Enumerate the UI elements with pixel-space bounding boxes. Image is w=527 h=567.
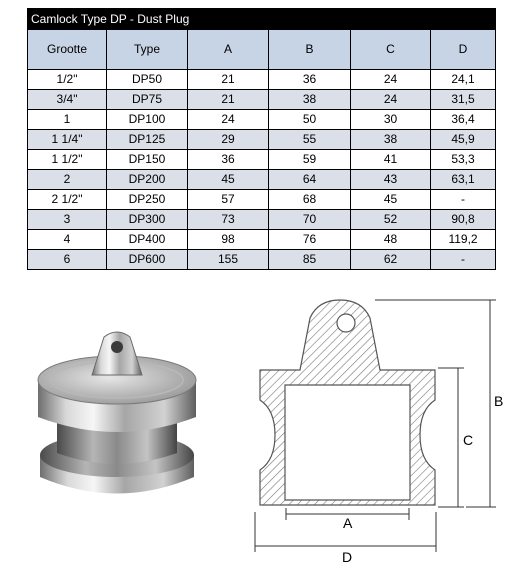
- table-row: [28, 170, 496, 190]
- table-cell: 24: [188, 110, 269, 130]
- table-cell: DP75: [107, 90, 188, 110]
- table-cell: DP150: [107, 150, 188, 170]
- table-cell: 70: [269, 210, 351, 230]
- table-row: [28, 210, 496, 230]
- table-cell: 73: [188, 210, 269, 230]
- table-cell: 31,5: [431, 90, 496, 110]
- drawing-lug-hole: [337, 314, 355, 332]
- column-header: Type: [107, 30, 188, 70]
- table-cell: 43: [351, 170, 431, 190]
- table-cell: DP50: [107, 70, 188, 90]
- table-cell: 2 1/2": [28, 190, 107, 210]
- table-cell: 1 1/4": [28, 130, 107, 150]
- table-cell: 64: [269, 170, 351, 190]
- dimension-label-b: B: [494, 393, 504, 409]
- table-cell: 2: [28, 170, 107, 190]
- table-cell: 68: [269, 190, 351, 210]
- table-cell: 50: [269, 110, 351, 130]
- table-cell: 45: [188, 170, 269, 190]
- table-cell: 76: [269, 230, 351, 250]
- table-row: [28, 190, 496, 210]
- table-cell: 1/2": [28, 70, 107, 90]
- table-cell: 63,1: [431, 170, 496, 190]
- table-cell: 36: [188, 150, 269, 170]
- drawing-body: [260, 300, 435, 505]
- table-title: Camlock Type DP - Dust Plug: [28, 9, 496, 30]
- table-cell: 1 1/2": [28, 150, 107, 170]
- dimension-label-c: C: [463, 432, 474, 448]
- column-header: A: [188, 30, 269, 70]
- dimension-label-a: A: [343, 515, 353, 531]
- table-cell: 38: [351, 130, 431, 150]
- table-cell: 38: [269, 90, 351, 110]
- table-row: [28, 90, 496, 110]
- table-row: [28, 250, 496, 270]
- column-header: D: [431, 30, 496, 70]
- table-row: [28, 150, 496, 170]
- table-cell: 29: [188, 130, 269, 150]
- table-cell: 6: [28, 250, 107, 270]
- table-cell: 98: [188, 230, 269, 250]
- table-row: [28, 70, 496, 90]
- dimension-lines: [255, 300, 496, 552]
- table-cell: 155: [188, 250, 269, 270]
- table-cell: DP250: [107, 190, 188, 210]
- table-cell: -: [431, 250, 496, 270]
- table-cell: 24: [351, 70, 431, 90]
- table-row: [28, 110, 496, 130]
- table-cell: 57: [188, 190, 269, 210]
- table-cell: 3/4": [28, 90, 107, 110]
- table-cell: 45,9: [431, 130, 496, 150]
- table-cell: DP200: [107, 170, 188, 190]
- photo-lug: [92, 332, 142, 375]
- dust-plug-technical-drawing: [240, 290, 510, 562]
- table-cell: DP100: [107, 110, 188, 130]
- dimension-label-d: D: [342, 549, 353, 562]
- table-cell: DP600: [107, 250, 188, 270]
- table-cell: 55: [269, 130, 351, 150]
- table-cell: 24: [351, 90, 431, 110]
- table-cell: 52: [351, 210, 431, 230]
- table-body: [28, 70, 496, 270]
- table-row: [28, 130, 496, 150]
- column-header: B: [269, 30, 351, 70]
- column-header: C: [351, 30, 431, 70]
- dust-plug-photo: [22, 325, 212, 510]
- table-row: [28, 230, 496, 250]
- table-cell: 30: [351, 110, 431, 130]
- table-cell: 59: [269, 150, 351, 170]
- table-cell: 90,8: [431, 210, 496, 230]
- table-cell: 85: [269, 250, 351, 270]
- table-cell: 45: [351, 190, 431, 210]
- table-cell: 119,2: [431, 230, 496, 250]
- table-cell: 24,1: [431, 70, 496, 90]
- table-cell: 62: [351, 250, 431, 270]
- table-cell: -: [431, 190, 496, 210]
- table-cell: DP125: [107, 130, 188, 150]
- table-cell: 41: [351, 150, 431, 170]
- table-cell: DP400: [107, 230, 188, 250]
- spec-table: [27, 8, 496, 270]
- table-cell: 21: [188, 70, 269, 90]
- table-cell: 36: [269, 70, 351, 90]
- table-cell: DP300: [107, 210, 188, 230]
- table-cell: 21: [188, 90, 269, 110]
- table-header-row: [28, 30, 496, 70]
- table-cell: 48: [351, 230, 431, 250]
- column-header: Grootte: [28, 30, 107, 70]
- table-cell: 36,4: [431, 110, 496, 130]
- table-cell: 3: [28, 210, 107, 230]
- table-cell: 1: [28, 110, 107, 130]
- table-cell: 53,3: [431, 150, 496, 170]
- table-cell: 4: [28, 230, 107, 250]
